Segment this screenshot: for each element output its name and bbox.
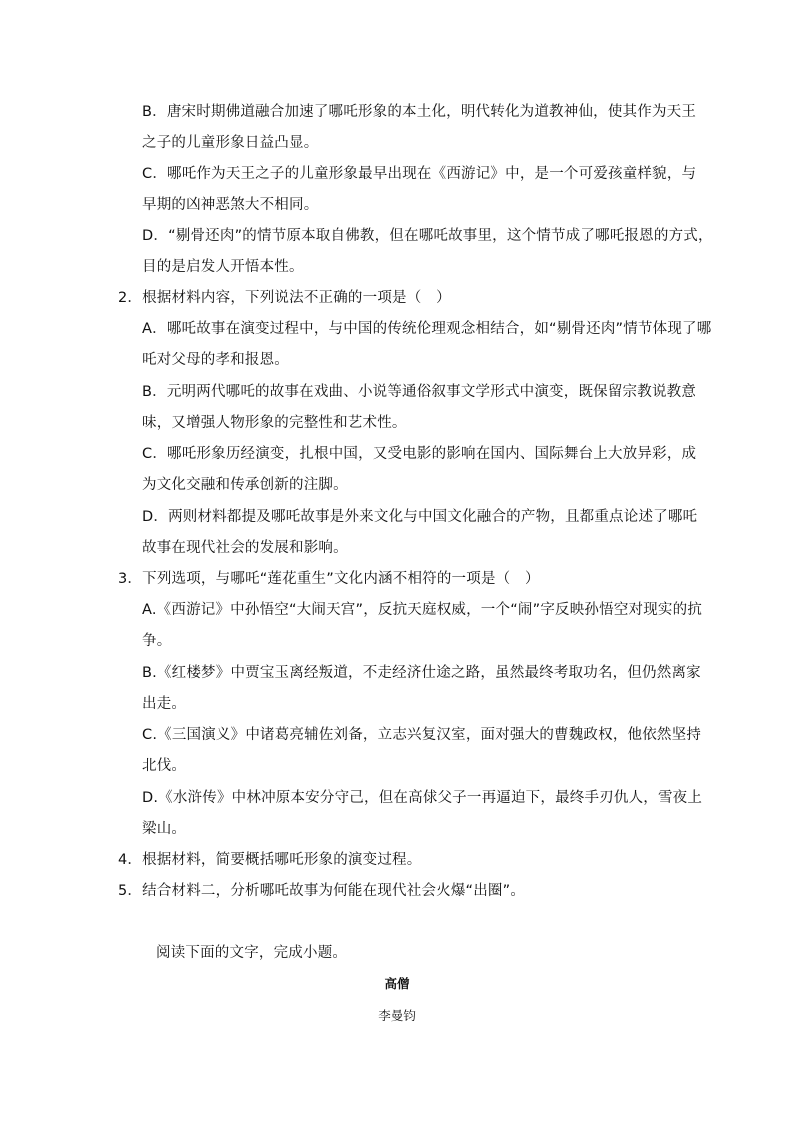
passage-title: 高僧 [384,976,410,991]
q1-option-c-line1: C．哪吒作为天王之子的儿童形象最早出现在《西游记》中，是一个可爱孩童样貌，与 [142,166,697,182]
q2-option-d-line2: 故事在现代社会的发展和影响。 [142,540,348,556]
q3-option-d-line2: 梁山。 [142,821,187,837]
q3-option-a-line1: A.《西游记》中孙悟空“大闹天宫”，反抗天庭权威，一个“闹”字反映孙悟空对现实的抗 [142,602,703,618]
reading-intro: 阅读下面的文字，完成小题。 [156,945,348,961]
q3-option-a-line2: 争。 [142,633,172,649]
q2-option-a-line2: 吒对父母的孝和报恩。 [142,352,289,368]
q2-option-d-line1: D．两则材料都提及哪吒故事是外来文化与中国文化融合的产物，且都重点论述了哪吒 [142,509,698,525]
q3-option-b-line1: B.《红楼梦》中贾宝玉离经叛道，不走经济仕途之路，虽然最终考取功名，但仍然离家 [142,665,701,681]
passage-author: 李曼钧 [378,1008,416,1023]
q3-option-c-line2: 北伐。 [142,758,187,774]
q3-option-b-line2: 出走。 [142,696,187,712]
q2-option-c-line2: 为文化交融和传承创新的注脚。 [142,477,348,493]
q2-stem: 2．根据材料内容，下列说法不正确的一项是（ ） [118,290,451,306]
q3-option-d-line1: D.《水浒传》中林冲原本安分守己，但在高俅父子一再逼迫下，最终手刃仇人，雪夜上 [142,790,703,806]
q3-option-c-line1: C.《三国演义》中诸葛亮辅佐刘备，立志兴复汉室，面对强大的曹魏政权，他依然坚持 [142,727,702,743]
q1-option-d-line2: 目的是启发人开悟本性。 [142,259,304,275]
q1-option-b-line2: 之子的儿童形象日益凸显。 [142,135,319,151]
q5-stem: 5．结合材料二，分析哪吒故事为何能在现代社会火爆“出圈”。 [118,883,526,899]
q2-option-b-line1: B．元明两代哪吒的故事在戏曲、小说等通俗叙事文学形式中演变，既保留宗教说教意 [142,384,697,400]
q4-stem: 4．根据材料，简要概括哪吒形象的演变过程。 [118,852,422,868]
q2-option-a-line1: A．哪吒故事在演变过程中，与中国的传统伦理观念相结合，如“剔骨还肉”情节体现了哪 [142,321,712,337]
q2-option-c-line1: C．哪吒形象历经演变，扎根中国，又受电影的影响在国内、国际舞台上大放异彩，成 [142,446,697,462]
q3-stem: 3．下列选项，与哪吒“莲花重生”文化内涵不相符的一项是（ ） [118,571,540,587]
q1-option-b-line1: B．唐宋时期佛道融合加速了哪吒形象的本土化，明代转化为道教神仙，使其作为天王 [142,104,697,120]
q1-option-c-line2: 早期的凶神恶煞大不相同。 [142,197,319,213]
q2-option-b-line2: 味，又增强人物形象的完整性和艺术性。 [142,415,407,431]
q1-option-d-line1: D．“剔骨还肉”的情节原本取自佛教，但在哪吒故事里，这个情节成了哪吒报恩的方式， [142,228,713,244]
